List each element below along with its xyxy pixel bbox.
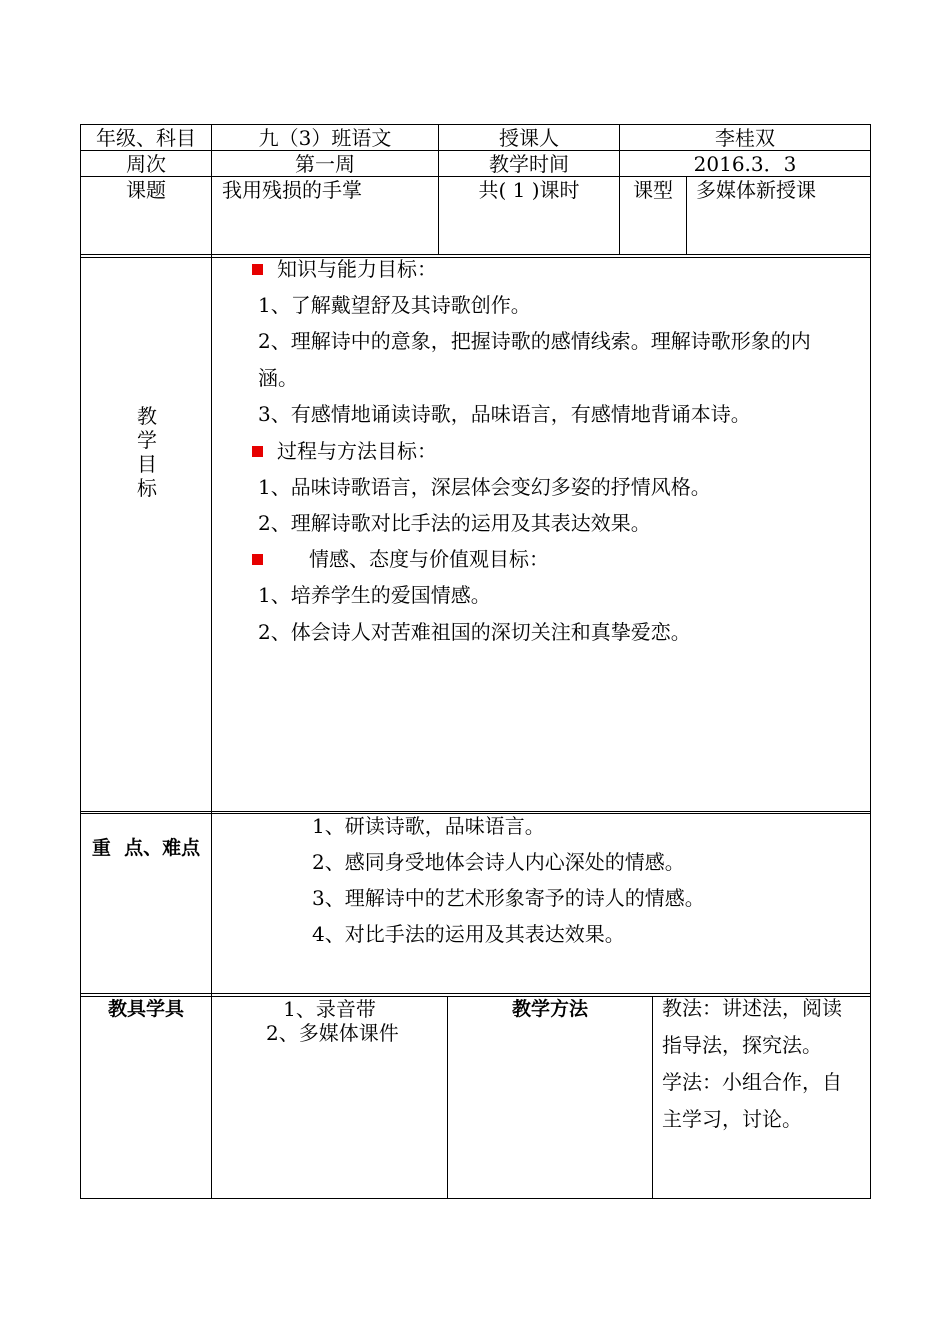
- bullet-square-icon: [252, 446, 263, 457]
- bullet-square-icon: [252, 554, 263, 565]
- key-point-item: 2、感同身受地体会诗人内心深处的情感。: [312, 850, 685, 874]
- objective-heading-attitude: 情感、态度与价值观目标：: [252, 547, 549, 571]
- periods: 共( 1 )课时: [478, 178, 580, 202]
- topic-label: 课题: [126, 178, 166, 202]
- time-value: 2016.3．3: [693, 152, 797, 176]
- grade-subject-value: 九（3）班语文: [258, 126, 392, 150]
- key-point-item: 1、研读诗歌，品味语言。: [312, 814, 545, 838]
- bullet-square-icon: [252, 264, 263, 275]
- method-label: 教学方法: [511, 998, 588, 1020]
- week-label: 周次: [126, 152, 166, 176]
- type-value: 多媒体新授课: [696, 178, 816, 202]
- topic-value: 我用残损的手掌: [222, 178, 362, 202]
- week-value: 第一周: [295, 152, 355, 176]
- objective-item: 1、品味诗歌语言，深层体会变幻多姿的抒情风格。: [258, 475, 711, 499]
- objective-item: 1、培养学生的爱国情感。: [258, 583, 491, 607]
- method-text: 教法：讲述法，阅读 指导法，探究法。 学法：小组合作，自 主学习，讨论。: [662, 996, 842, 1131]
- objective-heading-knowledge: 知识与能力目标：: [252, 257, 437, 281]
- objective-item: 1、了解戴望舒及其诗歌创作。: [258, 293, 531, 317]
- key-point-item: 4、对比手法的运用及其表达效果。: [312, 922, 625, 946]
- key-points-label: 重 点、难点: [91, 837, 201, 859]
- grade-subject-label: 年级、科目: [96, 126, 196, 150]
- objective-item: 2、理解诗中的意象，把握诗歌的感情线索。理解诗歌形象的内: [258, 329, 811, 353]
- teacher-label: 授课人: [499, 126, 559, 150]
- objective-item: 涵。: [258, 366, 298, 390]
- key-point-item: 3、理解诗中的艺术形象寄予的诗人的情感。: [312, 886, 705, 910]
- objective-item: 2、体会诗人对苦难祖国的深切关注和真挚爱恋。: [258, 620, 691, 644]
- type-label: 课型: [633, 178, 673, 202]
- objective-heading-process: 过程与方法目标：: [252, 439, 437, 463]
- time-label: 教学时间: [489, 152, 569, 176]
- objectives-label: 教 学 目 标: [137, 404, 157, 500]
- objective-item: 2、理解诗歌对比手法的运用及其表达效果。: [258, 511, 651, 535]
- tool-item: 1、录音带: [283, 997, 376, 1021]
- objective-item: 3、有感情地诵读诗歌，品味语言，有感情地背诵本诗。: [258, 402, 751, 426]
- tool-item: 2、多媒体课件: [266, 1021, 399, 1045]
- tools-label: 教具学具: [107, 998, 184, 1020]
- teacher-value: 李桂双: [715, 126, 775, 150]
